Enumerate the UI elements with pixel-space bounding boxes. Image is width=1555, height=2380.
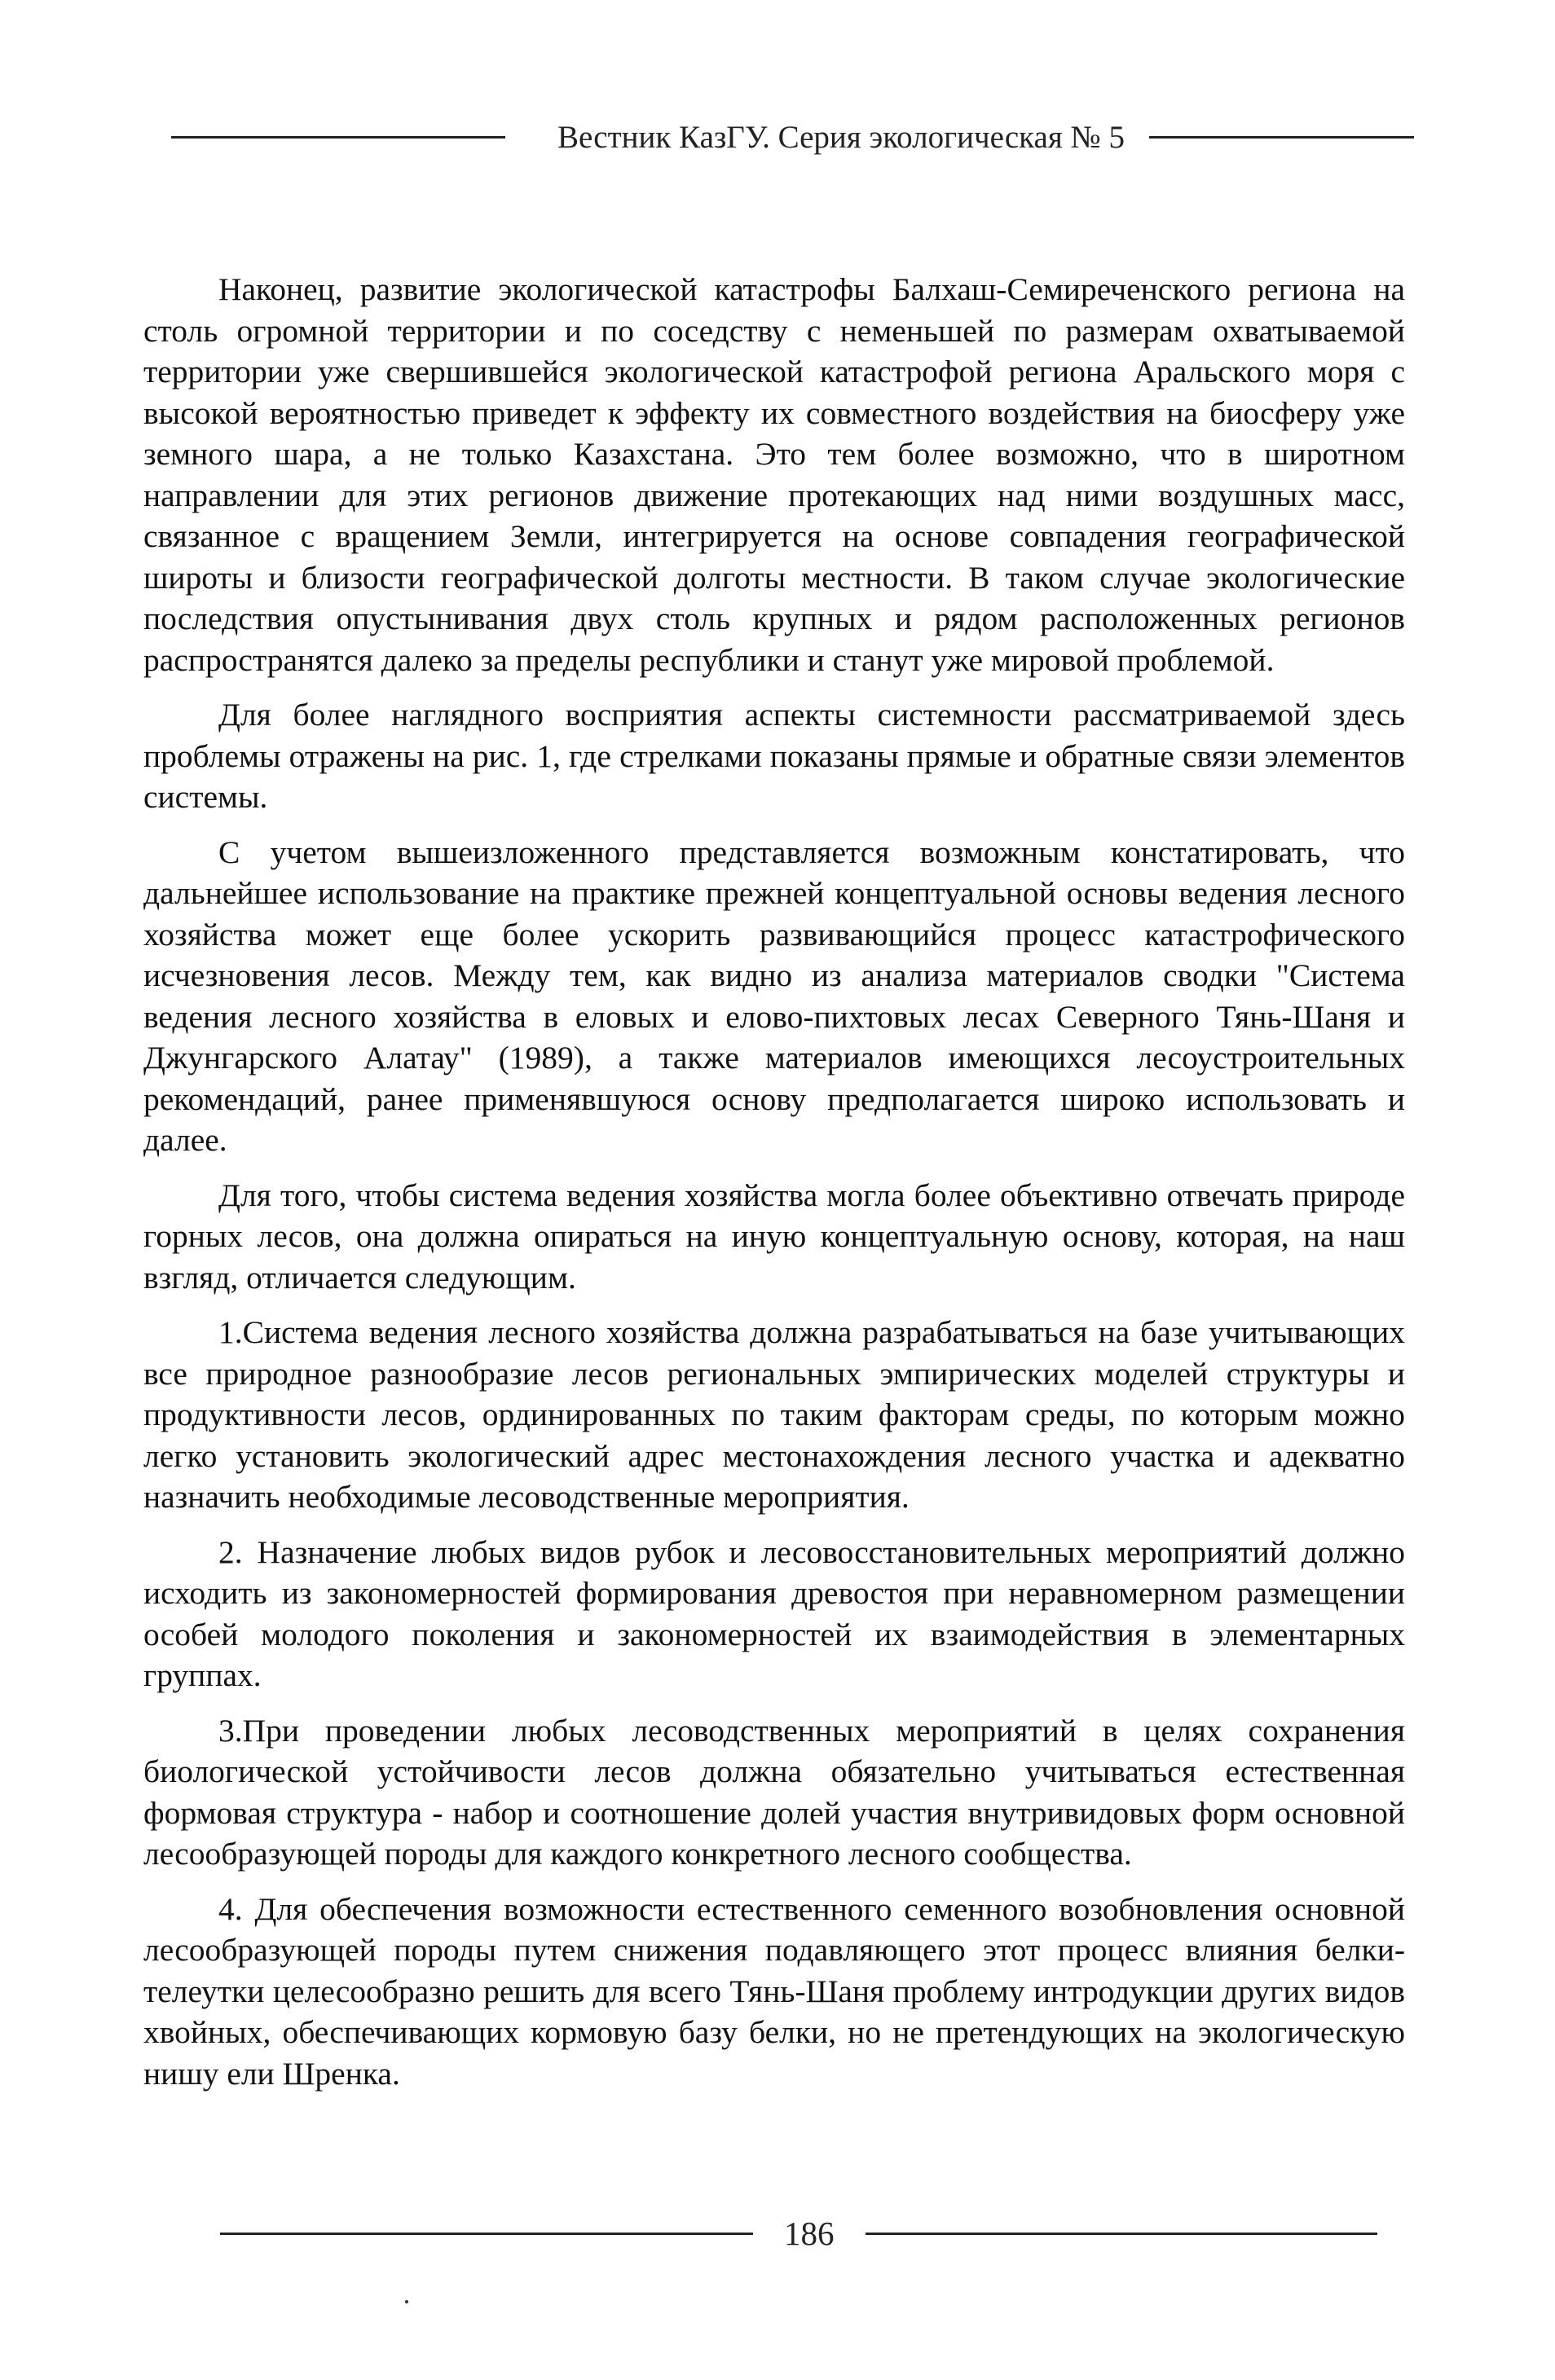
list-item-paragraph: 4. Для обеспечения возможности естественного семенного возобновления основной лесообразующей породы путем снижения подавляющего этот процесс влияния белки-телеутки целесообразно решить для всего Тянь-Шаня проблему интродукции других видов хвойных, обеспечивающих кормовую базу белки, но не претендующих на экологическую нишу ели Шренка. (143, 1890, 1405, 2092)
list-item-paragraph: 1.Система ведения лесного хозяйства должна разрабатываться на базе учитывающих все природное разнообразие лесов региональных эмпирических моделей структуры и продуктивности лесов, ординированных по таким факторам среды, по которым можно легко установить экологический адрес местонахождения лесного участка и адекватно назначить необходимые лесоводственные мероприятия. (143, 1314, 1405, 1515)
scan-speck (405, 2300, 408, 2303)
list-item-paragraph: 3.При проведении любых лесоводственных мероприятий в целях сохранения биологической устойчивости лесов должна обязательно учитываться естественная формовая структура - набор и соотношение долей участия внутривидовых форм основной лесообразующей породы для каждого конкретного лесного сообщества. (143, 1712, 1405, 1872)
header-rule-left (171, 136, 505, 139)
footer-rule-right (866, 2233, 1378, 2235)
header-rule-right (1149, 136, 1414, 139)
page-header (171, 104, 1414, 169)
page-footer (220, 2205, 1377, 2262)
paragraph: С учетом вышеизложенного представляется возможным констатировать, что дальнейшее использование на практике прежней концептуальной основы ведения лесного хозяйства может еще более ускорить развивающийся процесс катастрофического исчезновения лесов. Между тем, как видно из анализа материалов сводки "Система ведения лесного хозяйства в еловых и елово-пихтовых лесах Северного Тянь-Шаня и Джунгарского Алатау" (1989), а также материалов имеющихся лесоустроительных рекомендаций, ранее применявшуюся основу предполагается широко использовать и далее. (143, 834, 1405, 1158)
paragraph: Для более наглядного восприятия аспекты системности рассматриваемой здесь проблемы отражены на рис. 1, где стрелками показаны прямые и обратные связи элементов системы. (143, 697, 1405, 815)
journal-title: Вестник КазГУ. Серия экологическая № 5 (557, 119, 1126, 155)
article-body (143, 269, 1405, 2108)
paragraph: Для того, чтобы система ведения хозяйства могла более объективно отвечать природе горных лесов, она должна опираться на иную концептуальную основу, которая, на наш взгляд, отличается следующим. (143, 1177, 1405, 1296)
paragraph: Наконец, развитие экологической катастрофы Балхаш-Семиреченского региона на столь огромной территории и по соседству с неменьшей по размерам охватываемой территории уже свершившейся экологической катастрофой региона Аральского моря с высокой вероятностью приведет к эффекту их совместного воздействия на биосферу уже земного шара, а не только Казахстана. Это тем более возможно, что в широтном направлении для этих регионов движение протекающих над ними воздушных масс, связанное с вращением Земли, интегрируется на основе совпадения географической широты и близости географической долготы местности. В таком случае экологические последствия опустынивания двух столь крупных и рядом расположенных регионов распространятся далеко за пределы республики и станут уже мировой проблемой. (143, 271, 1405, 678)
list-item-paragraph: 2. Назначение любых видов рубок и лесовосстановительных мероприятий должно исходить из закономерностей формирования древостоя при неравномерном размещении особей молодого поколения и закономерностей их взаимодействия в элементарных группах. (143, 1533, 1405, 1693)
footer-rule-left (220, 2233, 753, 2235)
page-number: 186 (784, 2215, 835, 2252)
